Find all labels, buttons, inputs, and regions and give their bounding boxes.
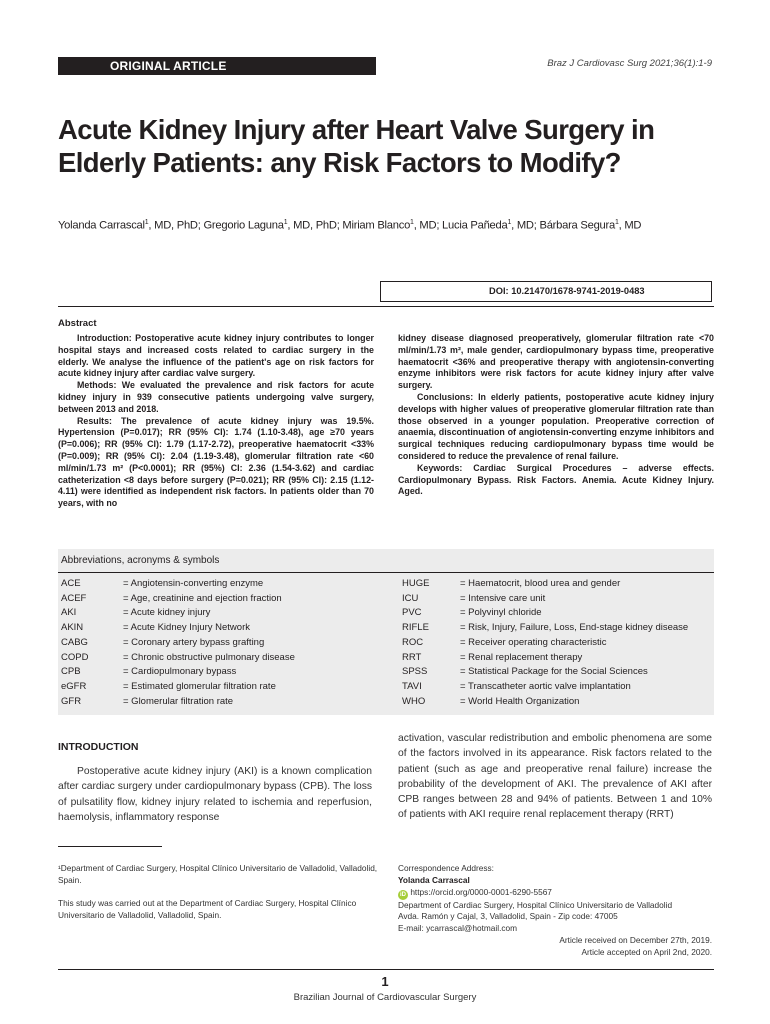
correspondence-block [398, 863, 714, 935]
abbreviation-definition: = Estimated glomerular filtration rate [123, 680, 276, 692]
abbreviation-definition: = Receiver operating characteristic [460, 636, 607, 648]
abbreviation-row [402, 695, 688, 710]
footer-divider [58, 969, 714, 970]
abbreviation-definition: = Statistical Package for the Social Sciences [460, 666, 648, 678]
abbreviation-definition: = Angiotensin-converting enzyme [123, 578, 264, 589]
abbreviation-row [61, 651, 295, 666]
abbreviation-row [402, 651, 688, 666]
author-degree: , MD; [413, 219, 440, 232]
author-name: Lucia Pañeda [439, 219, 508, 232]
author-affiliation-mark: 1 [283, 219, 288, 226]
accepted-date: Article accepted on April 2nd, 2020. [581, 947, 712, 957]
correspondence-department: Department of Cardiac Surgery, Hospital Clínico Universitario de Valladolid [398, 899, 673, 910]
abstract-paragraph: Conclusions: In elderly patients, postoperative acute kidney injury develops with higher values of preoperative glomerular filtration rate than those observed in a younger population. Preoperative correction of anaemia, discontinuation of angiotensin-converting enzyme inhibitors and surgical techniques reducing cardiopulmonary bypass time would be considered to reduce the prevalence of renal failure. [398, 391, 714, 461]
correspondence-name: Yolanda Carrascal [398, 874, 470, 885]
footnote-divider [58, 846, 162, 847]
section-label: ORIGINAL ARTICLE [58, 57, 376, 75]
page-number: 1 [381, 974, 389, 989]
article-dates [559, 934, 712, 958]
abbreviation-term: ICU [402, 592, 419, 604]
affiliation-footnote: ¹Department of Cardiac Surgery, Hospital Clínico Universitario de Valladolid, Valladolid, Spain. [58, 863, 378, 885]
abstract-keywords: Keywords: Cardiac Surgical Procedures – adverse effects. Cardiopulmonary Bypass. Risk Factors. Anemia. Acute Kidney Injury. Aged. [398, 462, 714, 497]
abbreviation-term: eGFR [61, 680, 87, 692]
abbreviation-definition: = Risk, Injury, Failure, Loss, End-stage kidney disease [460, 622, 689, 634]
abbreviation-definition: = Glomerular filtration rate [123, 695, 234, 707]
abbreviation-row [61, 592, 295, 607]
correspondence-address: Avda. Ramón y Cajal, 3, Valladolid, Spain - Zip code: 47005 [398, 911, 618, 922]
correspondence-email[interactable]: E-mail: ycarrascal@hotmail.com [398, 923, 518, 934]
abbreviation-term: ACE [61, 578, 81, 589]
orcid-line [398, 887, 714, 900]
author-affiliation-mark: 1 [144, 219, 149, 226]
author-affiliation-mark: 1 [507, 219, 512, 226]
abstract-column-left [58, 333, 374, 510]
author-degree: , MD [618, 219, 642, 232]
article-title [58, 113, 718, 179]
introduction-heading: INTRODUCTION [58, 741, 139, 753]
abbreviation-row [402, 636, 688, 651]
abbreviation-term: COPD [61, 651, 89, 663]
abbreviation-row [402, 621, 688, 636]
abbreviation-term: CPB [61, 666, 81, 678]
abbreviation-row [61, 606, 295, 621]
correspondence-label: Correspondence Address: [398, 863, 494, 873]
abbreviation-term: WHO [402, 695, 426, 707]
abbreviation-row [402, 665, 688, 680]
abbreviation-definition: = Renal replacement therapy [460, 651, 583, 663]
abbreviation-row [402, 606, 688, 621]
abbreviations-box [58, 549, 714, 715]
abstract-paragraph: Results: The prevalence of acute kidney injury was 19.5%. Hypertension (P=0.017); RR (95% CI): 1.74 (1.10-3.48), age ≥70 years (P=0.006); RR (95% CI): 1.79 (1.17-2.72), preoperative haematocrit <33% (P=0.009); RR (95% CI): 2.04 (1.19-3.48), glomerular filtration rate <60 ml/min/1.73 m² (P<0.0001); RR (95%) CI: 2.36 (1.54-3.62) and cardiac catheterization <8 days before surgery (P=0.021); RR (95% CI): 2.15 (1.12-4.11) were identified as independent risk factors. In patients older than 70 years, with no [58, 415, 374, 509]
abbreviations-right [402, 577, 688, 709]
abbreviation-term: RRT [402, 651, 422, 663]
abbreviation-row [61, 695, 295, 710]
abbreviation-definition: = Intensive care unit [460, 592, 546, 604]
abbreviation-definition: = Chronic obstructive pulmonary disease [123, 651, 295, 663]
abstract-paragraph: kidney disease diagnosed preoperatively, glomerular filtration rate <70 ml/min/1.73 m², male gender, cardiopulmonary bypass time, preoperative haematocrit <36% and preoperative therapy with angiotensin-converting enzyme inhibitors were risk factors for acute kidney injury after valve surgery. [398, 333, 714, 391]
abbreviation-definition: = Acute kidney injury [123, 607, 211, 619]
journal-name-footer: Brazilian Journal of Cardiovascular Surgery [293, 992, 477, 1003]
abbreviation-term: RIFLE [402, 622, 429, 634]
abstract-heading: Abstract [58, 318, 97, 329]
author-affiliation-mark: 1 [410, 219, 414, 226]
title-line-1: Acute Kidney Injury after Heart Valve Surgery in [58, 114, 655, 145]
orcid-icon: iD [400, 891, 406, 898]
author-name: Bárbara Segura [536, 219, 615, 232]
abbreviation-term: AKIN [61, 622, 84, 634]
abbreviation-definition: = Transcatheter aortic valve implantation [460, 680, 631, 692]
author-list [58, 219, 728, 232]
abbreviation-row [61, 680, 295, 695]
abbreviation-definition: = Coronary artery bypass grafting [123, 636, 265, 648]
title-line-2: Elderly Patients: any Risk Factors to Modify? [58, 147, 621, 178]
abbreviation-term: ACEF [61, 592, 87, 604]
author-degree: , MD; [511, 219, 537, 232]
author-degree: , MD, PhD; [148, 219, 201, 232]
abbreviation-definition: = Haematocrit, blood urea and gender [460, 578, 621, 589]
abstract-paragraph: Introduction: Postoperative acute kidney injury contributes to longer hospital stays and increased costs related to cardiac surgery in the elderly. We analyse the influence of the patient's age on risk factors for acute kidney injury after cardiac valve surgery. [58, 333, 374, 379]
abbreviations-left [61, 577, 295, 709]
author-degree: , MD, PhD; [287, 219, 340, 232]
abbreviation-term: SPSS [402, 666, 428, 678]
study-footnote: This study was carried out at the Department of Cardiac Surgery, Hospital Clínico Universitario de Valladolid, Valladolid, Spain. [58, 898, 357, 920]
author-name: Gregorio Laguna [200, 219, 284, 232]
introduction-text-left: Postoperative acute kidney injury (AKI) is a known complication after cardiac surgery under cardiopulmonary bypass (CPB). The loss of pulsatility flow, kidney injury related to ischemia and reperfusion, haemolysis, inflammatory response [58, 766, 372, 823]
abbreviation-row [61, 577, 295, 592]
abbreviation-definition: = Polyvinyl chloride [460, 607, 542, 619]
abstract-paragraph: Methods: We evaluated the prevalence and risk factors for acute kidney injury in 939 consecutive patients undergoing valve surgery, between 2013 and 2018. [58, 380, 374, 414]
abbreviation-term: HUGE [402, 578, 430, 589]
doi-link[interactable]: DOI: 10.21470/1678-9741-2019-0483 [380, 281, 712, 302]
abbreviations-title: Abbreviations, acronyms & symbols [58, 549, 714, 573]
abbreviation-row [61, 621, 295, 636]
author-name: Miriam Blanco [339, 219, 411, 232]
abbreviation-term: AKI [61, 607, 77, 619]
abbreviation-row [61, 665, 295, 680]
abbreviation-row [402, 577, 688, 592]
abbreviation-term: GFR [61, 695, 82, 707]
abbreviation-term: ROC [402, 636, 424, 648]
abbreviation-row [61, 636, 295, 651]
introduction-text-right: activation, vascular redistribution and embolic phenomena are some of the factors involved in its appearance. Risk factors related to the patient (such as age and preoperative renal failure) increase the probability of the development of AKI. The prevalence of AKI after CPB ranges between 28 and 94% of patients. Between 1 and 10% of patients with AKI require renal replacement therapy (RRT) [398, 733, 712, 821]
abstract-column-right [398, 333, 714, 498]
abbreviation-definition: = World Health Organization [460, 695, 580, 707]
abbreviation-row [402, 680, 688, 695]
abbreviation-definition: = Age, creatinine and ejection fraction [123, 592, 282, 604]
abbreviation-term: PVC [402, 607, 422, 619]
abbreviation-definition: = Acute Kidney Injury Network [123, 622, 250, 634]
journal-citation: Braz J Cardiovasc Surg 2021;36(1):1-9 [547, 58, 712, 69]
author-affiliation-mark: 1 [614, 219, 619, 226]
received-date: Article received on December 27th, 2019. [559, 935, 712, 945]
divider [58, 306, 714, 307]
abbreviation-row [402, 592, 688, 607]
abbreviation-term: TAVI [402, 680, 422, 692]
author-name: Yolanda Carrascal [58, 219, 145, 232]
orcid-link[interactable]: https://orcid.org/0000-0001-6290-5567 [410, 886, 552, 897]
abbreviation-definition: = Cardiopulmonary bypass [123, 666, 237, 678]
abbreviation-term: CABG [61, 636, 88, 648]
